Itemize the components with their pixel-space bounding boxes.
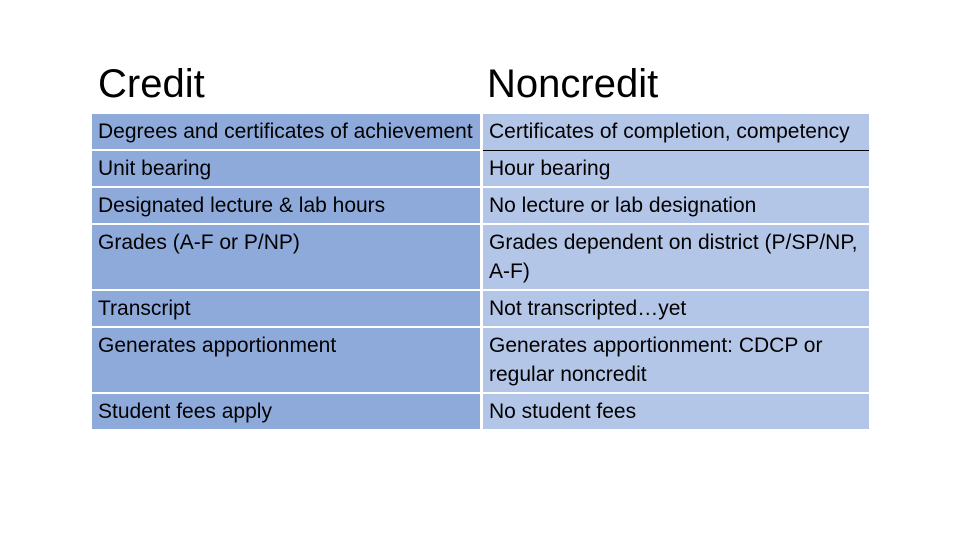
credit-cell: [92, 290, 482, 327]
credit-cell: [92, 224, 482, 290]
comparison-table: [92, 114, 869, 429]
noncredit-cell-text: Not transcripted…yet: [489, 297, 687, 320]
noncredit-cell-text: Grades dependent on district (P/SP/NP, A-F): [489, 231, 858, 283]
credit-cell: [92, 114, 482, 150]
table-row: [92, 327, 869, 393]
noncredit-cell: [482, 224, 870, 290]
credit-cell: [92, 327, 482, 393]
table-row: [92, 187, 869, 224]
table-row: [92, 114, 869, 150]
noncredit-heading: Noncredit: [487, 62, 659, 106]
table-row: [92, 224, 869, 290]
noncredit-cell: [482, 114, 870, 150]
table-row: [92, 393, 869, 429]
credit-cell: [92, 150, 482, 187]
credit-cell: [92, 393, 482, 429]
noncredit-cell-text: Generates apportionment: CDCP or regular noncredit: [489, 334, 823, 386]
noncredit-cell: [482, 187, 870, 224]
noncredit-cell-text: No student fees: [489, 400, 637, 423]
noncredit-cell: [482, 290, 870, 327]
noncredit-cell: [482, 393, 870, 429]
credit-cell-text: Student fees apply: [98, 400, 272, 423]
noncredit-cell-text: Hour bearing: [489, 156, 611, 180]
noncredit-cell: [482, 327, 870, 393]
credit-cell-text: Grades (A-F or P/NP): [98, 231, 300, 254]
credit-heading: Credit: [98, 62, 205, 106]
credit-cell-text: Transcript: [98, 297, 191, 320]
credit-cell: [92, 187, 482, 224]
credit-cell-text: Unit bearing: [98, 157, 212, 180]
noncredit-cell: [482, 150, 870, 187]
noncredit-cell-text: No lecture or lab designation: [489, 194, 757, 217]
credit-cell-text: Degrees and certificates of achievement: [98, 120, 473, 143]
credit-cell-text: Designated lecture & lab hours: [98, 194, 386, 217]
noncredit-cell-text: Certificates of completion, competency: [489, 120, 850, 143]
credit-cell-text: Generates apportionment: [98, 334, 337, 357]
table-row: [92, 150, 869, 187]
table-row: [92, 290, 869, 327]
